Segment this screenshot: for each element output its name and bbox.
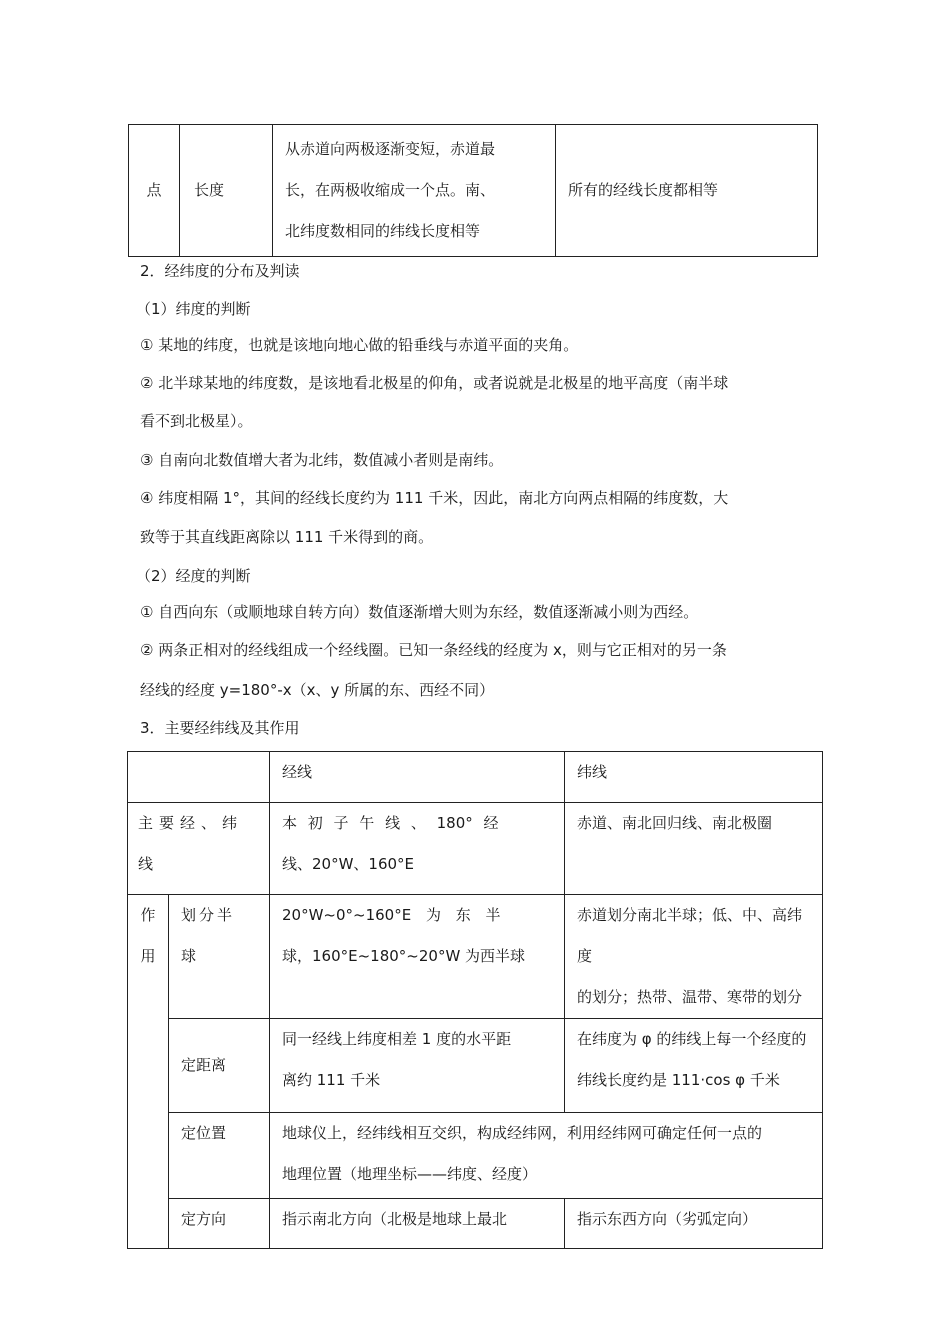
section-heading: 3．主要经纬线及其作用 <box>140 719 300 737</box>
cell-line: 球，160°E~180°~20°W 为西半球 <box>282 947 526 965</box>
row-label-function <box>128 895 169 1249</box>
cell-line: 同一经线上纬度相差 1 度的水平距 <box>282 1030 512 1048</box>
comparison-table-top <box>128 124 818 257</box>
cell-line: 本 初 子 午 线 、 180° 经 <box>282 814 499 832</box>
paragraph: ③ 自南向北数值增大者为北纬，数值减小者则是南纬。 <box>140 451 504 469</box>
cell-line: 地球仪上，经纬线相互交织，构成经纬网，利用经纬网可确定任何一点的 <box>282 1124 763 1142</box>
grid-lines-table <box>127 751 823 1249</box>
distance-latitude-cell <box>565 1019 823 1113</box>
paragraph: ① 某地的纬度，也就是该地向地心做的铅垂线与赤道平面的夹角。 <box>140 336 579 354</box>
row-label-position: 定位置 <box>169 1113 270 1199</box>
cell-line: 20°W~0°~160°E 为 东 半 <box>282 906 501 924</box>
longitude-length-cell: 所有的经线长度都相等 <box>556 125 818 257</box>
main-latitudes-cell: 赤道、南北回归线、南北极圈 <box>565 803 823 895</box>
cell-line: 从赤道向两极逐渐变短，赤道最 <box>285 140 496 158</box>
paragraph: ④ 纬度相隔 1°，其间的经线长度约为 111 千米，因此，南北方向两点相隔的纬度数，大 <box>140 489 729 507</box>
cell-line: 球 <box>181 947 197 965</box>
row-label-point: 点 <box>129 125 180 257</box>
paragraph: 致等于其直线距离除以 111 千米得到的商。 <box>140 528 434 546</box>
cell-line: 的划分；热带、温带、寒带的划分 <box>577 988 803 1006</box>
header-latitude: 纬线 <box>565 752 823 803</box>
row-label-distance: 定距离 <box>169 1019 270 1113</box>
row-label-main-lines <box>128 803 270 895</box>
cell-line: 赤道划分南北半球；低、中、高纬度 <box>577 906 803 965</box>
paragraph: ② 北半球某地的纬度数，是该地看北极星的仰角，或者说就是北极星的地平高度（南半球 <box>140 374 729 392</box>
cell-line: 地理位置（地理坐标——纬度、经度） <box>282 1165 538 1183</box>
cell-line: 用 <box>140 947 156 965</box>
cell-line: 在纬度为 φ 的纬线上每一个经度的 <box>577 1030 807 1048</box>
main-longitudes-cell <box>270 803 565 895</box>
distance-longitude-cell <box>270 1019 565 1113</box>
subheading: （1）纬度的判断 <box>136 300 251 318</box>
header-empty-cell <box>128 752 270 803</box>
cell-line: 划分半 <box>181 906 236 924</box>
latitude-length-cell <box>273 125 556 257</box>
label-text: 主要经、纬 <box>138 814 244 832</box>
cell-line <box>138 803 259 844</box>
subheading: （2）经度的判断 <box>136 567 251 585</box>
hemisphere-longitude-cell <box>270 895 565 1019</box>
position-cell <box>270 1113 823 1199</box>
cell-line: 线、20°W、160°E <box>282 855 415 873</box>
cell-line: 纬线长度约是 111·cos φ 千米 <box>577 1071 780 1089</box>
section-heading: 2．经纬度的分布及判读 <box>140 262 300 280</box>
row-label-direction: 定方向 <box>169 1199 270 1249</box>
paragraph: ② 两条正相对的经线组成一个经线圈。已知一条经线的经度为 x，则与它正相对的另一条 <box>140 641 727 659</box>
cell-line: 北纬度数相同的纬线长度相等 <box>285 222 481 240</box>
row-label-hemisphere <box>169 895 270 1019</box>
direction-latitude-cell: 指示东西方向（劣弧定向） <box>565 1199 823 1249</box>
cell-line: 长，在两极收缩成一个点。南、 <box>285 181 496 199</box>
direction-longitude-cell: 指示南北方向（北极是地球上最北 <box>270 1199 565 1249</box>
paragraph: ① 自西向东（或顺地球自转方向）数值逐渐增大则为东经，数值逐渐减小则为西经。 <box>140 603 699 621</box>
cell-line: 离约 111 千米 <box>282 1071 381 1089</box>
row-label-length: 长度 <box>180 125 273 257</box>
paragraph: 经线的经度 y=180°-x（x、y 所属的东、西经不同） <box>140 681 495 699</box>
paragraph: 看不到北极星）。 <box>140 412 253 430</box>
cell-line: 作 <box>140 906 156 924</box>
header-longitude: 经线 <box>270 752 565 803</box>
hemisphere-latitude-cell <box>565 895 823 1019</box>
cell-line: 线 <box>138 855 154 873</box>
